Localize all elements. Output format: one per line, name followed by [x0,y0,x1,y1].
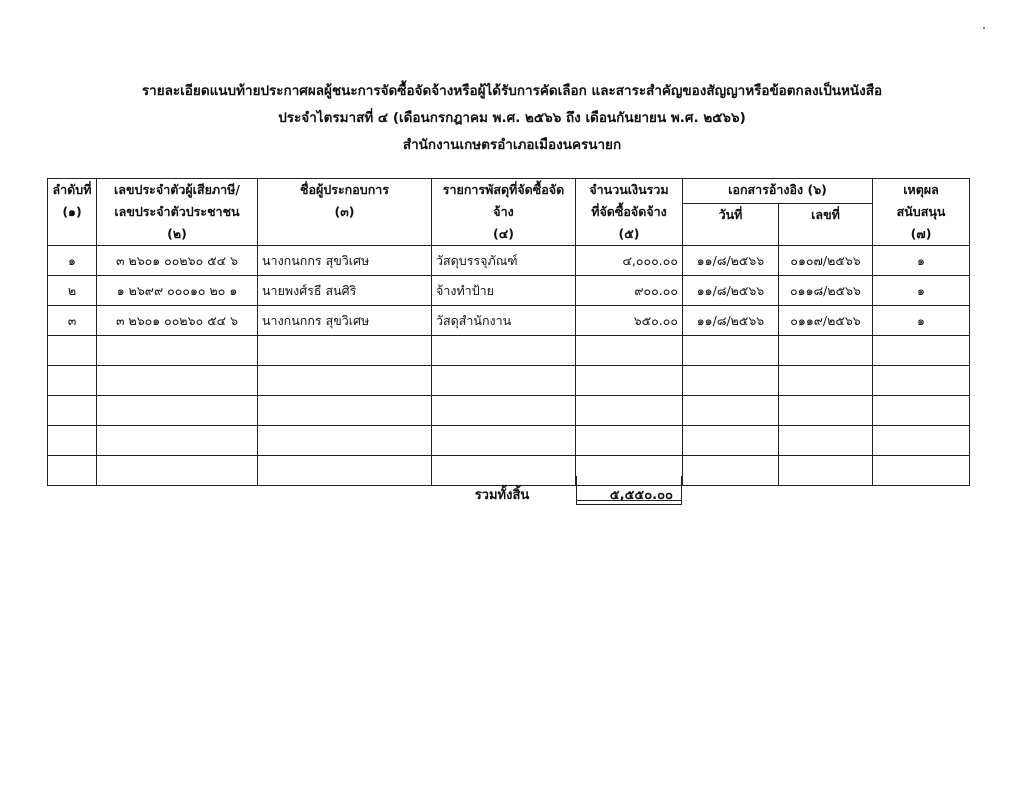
cell-seq [48,336,97,366]
cell-vendor [258,456,432,486]
cell-amount: ๔,๐๐๐.๐๐ [576,246,683,276]
header-doc-number: เลขที่ [779,203,873,245]
table-row-empty [48,426,970,456]
header-vendor [258,179,432,246]
header-amount [576,179,683,246]
cell-taxid: ๓ ๒๖๐๑ ๐๐๒๖๐ ๕๔ ๖ [97,246,258,276]
header-amount-num: (๕) [618,226,640,241]
cell-doc-no [779,336,873,366]
table-row-empty [48,336,970,366]
table-row [48,246,970,276]
cell-item [432,366,576,396]
grand-total-value: ๕,๕๕๐.๐๐ [609,488,673,503]
header-items-num: (๔) [493,226,514,241]
cell-seq [48,456,97,486]
cell-item [432,396,576,426]
total-underline-2 [576,504,682,505]
procurement-table [47,178,970,486]
cell-taxid: ๑ ๒๖๙๙ ๐๐๐๑๐ ๒๐ ๑ [97,276,258,306]
header-reference-docs: เอกสารอ้างอิง (๖) [683,179,873,204]
cell-vendor [258,336,432,366]
cell-doc-no [779,366,873,396]
cell-taxid [97,426,258,456]
header-reason [873,179,970,246]
header-doc-date: วันที่ [683,203,779,245]
table-row [48,306,970,336]
cell-reason [873,336,970,366]
cell-seq: ๓ [48,306,97,336]
grand-total-label: รวมทั้งสิ้น [474,488,530,503]
cell-seq [48,366,97,396]
cell-reason [873,396,970,426]
cell-reason [873,366,970,396]
cell-amount [576,366,683,396]
header-reason-line1: เหตุผล [903,182,939,197]
cell-item [432,426,576,456]
cell-item [432,456,576,486]
cell-date: ๑๑/๘/๒๕๖๖ [683,246,779,276]
header-taxid [97,179,258,246]
total-underline-1 [576,500,682,501]
cell-amount [576,426,683,456]
office-name: สำนักงานเกษตรอำเภอเมืองนครนายก [402,137,622,153]
cell-amount: ๙๐๐.๐๐ [576,276,683,306]
header-items-line2: จ้าง [493,204,514,219]
cell-vendor: นางกนกกร สุขวิเศษ [258,246,432,276]
cell-reason: ๑ [873,306,970,336]
header-amount-line2: ที่จัดซื้อจัดจ้าง [591,204,667,219]
cell-item: วัสดุสำนักงาน [432,306,576,336]
cell-doc-no [779,396,873,426]
cell-item: วัสดุบรรจุภัณฑ์ [432,246,576,276]
header-vendor-label: ชื่อผู้ประกอบการ [300,182,389,197]
cell-vendor [258,366,432,396]
cell-date [683,396,779,426]
cell-date [683,366,779,396]
cell-item: จ้างทำป้าย [432,276,576,306]
cell-vendor: นายพงศ์รธี สนศิริ [258,276,432,306]
header-vendor-num: (๓) [334,204,355,219]
header-seq [48,179,97,246]
document-title: รายละเอียดแนบท้ายประกาศผลผู้ชนะการจัดซื้อจัดจ้างหรือผู้ได้รับการคัดเลือก และสาระสำคัญของสัญญาหรือข้อตกลงเป็นหนังสือ [141,83,883,99]
cell-date [683,336,779,366]
header-taxid-line1: เลขประจำตัวผู้เสียภาษี/ [114,182,240,197]
cell-taxid [97,336,258,366]
cell-vendor: นางกนกกร สุขวิเศษ [258,306,432,336]
table-row [48,276,970,306]
scan-speck [983,27,985,29]
cell-taxid [97,396,258,426]
cell-seq [48,426,97,456]
cell-seq: ๑ [48,246,97,276]
cell-doc-no: ๐๑๑๘/๒๕๖๖ [779,276,873,306]
cell-reason: ๑ [873,246,970,276]
cell-seq: ๒ [48,276,97,306]
cell-taxid [97,366,258,396]
cell-reason [873,426,970,456]
header-seq-label: ลำดับที่ [52,182,92,197]
table-row-empty [48,366,970,396]
cell-doc-no: ๐๑๑๙/๒๕๖๖ [779,306,873,336]
header-items-line1: รายการพัสดุที่จัดซื้อจัด [442,182,565,197]
header-seq-num: (๑) [62,204,82,219]
header-amount-line1: จำนวนเงินรวม [589,182,669,197]
header-items [432,179,576,246]
cell-amount [576,396,683,426]
cell-date: ๑๑/๘/๒๕๖๖ [683,276,779,306]
cell-doc-no: ๐๑๐๗/๒๕๖๖ [779,246,873,276]
cell-reason: ๑ [873,276,970,306]
header-reason-line2: สนับสนุน [896,204,946,219]
cell-date: ๑๑/๘/๒๕๖๖ [683,306,779,336]
cell-amount: ๖๕๐.๐๐ [576,306,683,336]
cell-reason [873,456,970,486]
cell-taxid [97,456,258,486]
table-row-empty [48,456,970,486]
cell-item [432,336,576,366]
cell-date [683,456,779,486]
cell-taxid: ๓ ๒๖๐๑ ๐๐๒๖๐ ๕๔ ๖ [97,306,258,336]
quarter-period: ประจำไตรมาสที่ ๔ (เดือนกรกฎาคม พ.ศ. ๒๕๖๖ ถึง เดือนกันยายน พ.ศ. ๒๕๖๖) [278,110,746,126]
cell-amount [576,336,683,366]
cell-vendor [258,396,432,426]
cell-date [683,426,779,456]
header-reason-num: (๗) [910,226,932,241]
cell-vendor [258,426,432,456]
header-taxid-num: (๒) [167,226,187,241]
header-taxid-line2: เลขประจำตัวประชาชน [114,204,240,219]
cell-doc-no [779,456,873,486]
cell-seq [48,396,97,426]
cell-doc-no [779,426,873,456]
table-row-empty [48,396,970,426]
